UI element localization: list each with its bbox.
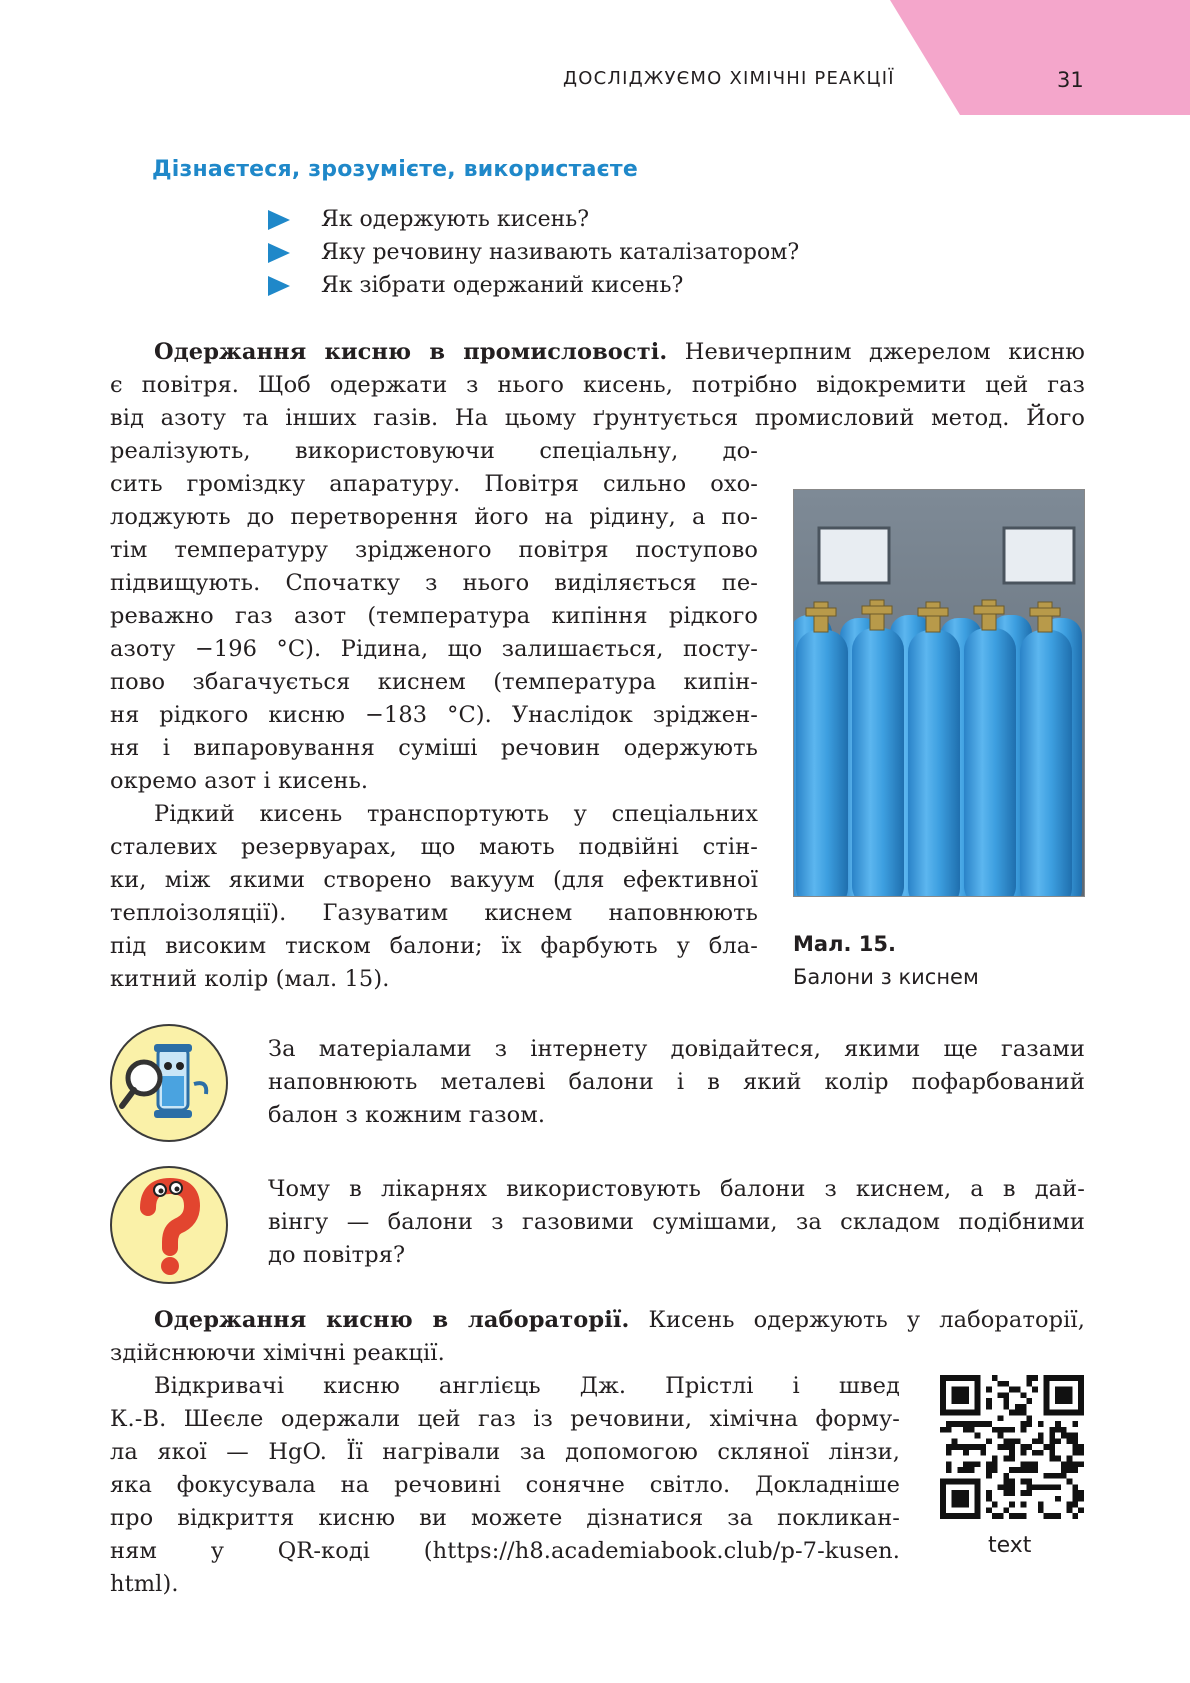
figure-number: Мал. 15. [793,932,896,956]
text-line [110,336,1085,369]
text-line: наповнюють металеві балони і в який колір пофарбований [268,1069,1085,1095]
text-line: окремо азот і кисень. [110,768,369,794]
list-item [268,269,799,302]
text-line: підвищують. Спочатку з нього виділяється пе- [110,570,758,596]
text-line: теплоізоляції). Газуватим киснем наповнюють [110,900,758,926]
industry-heading: Одержання кисню в промисловості. [154,339,668,365]
section-heading: Дізнаєтеся, зрозумієте, використаєте [152,157,638,182]
goal-text: Як одержують кисень? [321,207,590,232]
list-item [268,236,799,269]
question-mark-icon [110,1166,228,1284]
magnifier-robot-svg [112,1026,226,1140]
text-line: реважно газ азот (температура кипіння рідкого [110,603,758,629]
text-line: сить громіздку апаратуру. Повітря сильно охо- [110,471,758,497]
qr-label: text [988,1533,1032,1558]
text-line: ки, між якими створено вакуум (для ефективної [110,867,758,893]
lab-heading: Одержання кисню в лабораторії. [154,1307,630,1333]
triangle-bullet-icon [268,210,290,230]
text-line: тім температуру зрідженого повітря поступово [110,537,758,563]
triangle-bullet-icon [268,276,290,296]
text-line: є повітря. Щоб одержати з нього кисень, потрібно відокремити цей газ [110,372,1085,398]
industry-paragraph [110,336,1085,435]
list-item [268,203,799,236]
figure-caption-text: Балони з киснем [793,965,979,989]
text-line: лоджують до перетворення його на рідину, а по- [110,504,758,530]
text-line: ла якої — HgO. Її нагрівали за допомогою скляної лінзи, [110,1439,900,1465]
lab-paragraph [110,1304,1085,1370]
question-task [268,1173,1085,1272]
text-line: Чому в лікарнях використовують балони з киснем, а в дай- [268,1176,1085,1202]
qr-code-icon [940,1375,1084,1519]
text-span: Кисень одержують у лабораторії, [648,1307,1085,1333]
internet-task [268,1033,1085,1132]
text-line: К.-В. Шеєле одержали цей газ із речовини, хімічна форму- [110,1406,900,1432]
goal-text: Як зібрати одержаний кисень? [321,273,684,298]
text-line: вінгу — балони з газовими сумішами, за складом подібними [268,1209,1085,1235]
text-span: Відкривачі кисню англієць Дж. Прістлі і швед [154,1373,900,1399]
text-line: здійснюючи хімічні реакції. [110,1340,445,1366]
liquid-oxygen-paragraph [110,798,758,996]
industry-paragraph-narrow [110,435,758,798]
text-line: китний колір (мал. 15). [110,966,390,992]
text-line: під високим тиском балони; їх фарбують у бла- [110,933,758,959]
text-line: ня рідкого кисню −183 °C). Унаслідок зріджен- [110,702,758,728]
text-line: до повітря? [268,1242,406,1268]
magnifier-robot-icon [110,1024,228,1142]
question-mark-svg [112,1168,226,1282]
text-span: Невичерпним джерелом кисню [684,339,1085,365]
header-accent [890,0,1190,115]
text-line [110,798,758,831]
oxygen-cylinders-photo [793,489,1085,897]
text-line: яка фокусувала на речовині сонячне світло. Докладніше [110,1472,900,1498]
text-line: сталевих резервуарах, що мають подвійні стін- [110,834,758,860]
discovery-paragraph [110,1370,900,1601]
text-span: Рідкий кисень транспортують у спеціальних [154,801,758,827]
text-line: пово збагачується киснем (температура кипін- [110,669,758,695]
qr-code[interactable] [940,1375,1084,1519]
text-line: ням у QR-коді (https://h8.academiabook.club/p-7-kusen. [110,1538,900,1564]
running-header: ДОСЛІДЖУЄМО ХІМІЧНІ РЕАКЦІЇ [563,68,895,89]
text-line [110,1370,900,1403]
page-number: 31 [1057,68,1084,92]
text-line: про відкриття кисню ви можете дізнатися за покликан- [110,1505,900,1531]
text-line: ня і випаровування суміші речовин одержують [110,735,758,761]
text-line: реалізують, використовуючи спеціальну, до- [110,438,758,464]
text-line: За матеріалами з інтернету довідайтеся, якими ще газами [268,1036,1085,1062]
goal-text: Яку речовину називають каталізатором? [321,240,800,265]
text-line: балон з кожним газом. [268,1102,546,1128]
text-line: азоту −196 °C). Рідина, що залишається, посту- [110,636,758,662]
figure-caption [793,928,979,994]
text-line: від азоту та інших газів. На цьому ґрунтується промисловий метод. Його [110,405,1085,431]
text-line: html). [110,1571,179,1597]
goals-list [268,203,799,302]
text-line [110,1304,1085,1337]
cylinders-illustration [794,490,1084,896]
triangle-bullet-icon [268,243,290,263]
